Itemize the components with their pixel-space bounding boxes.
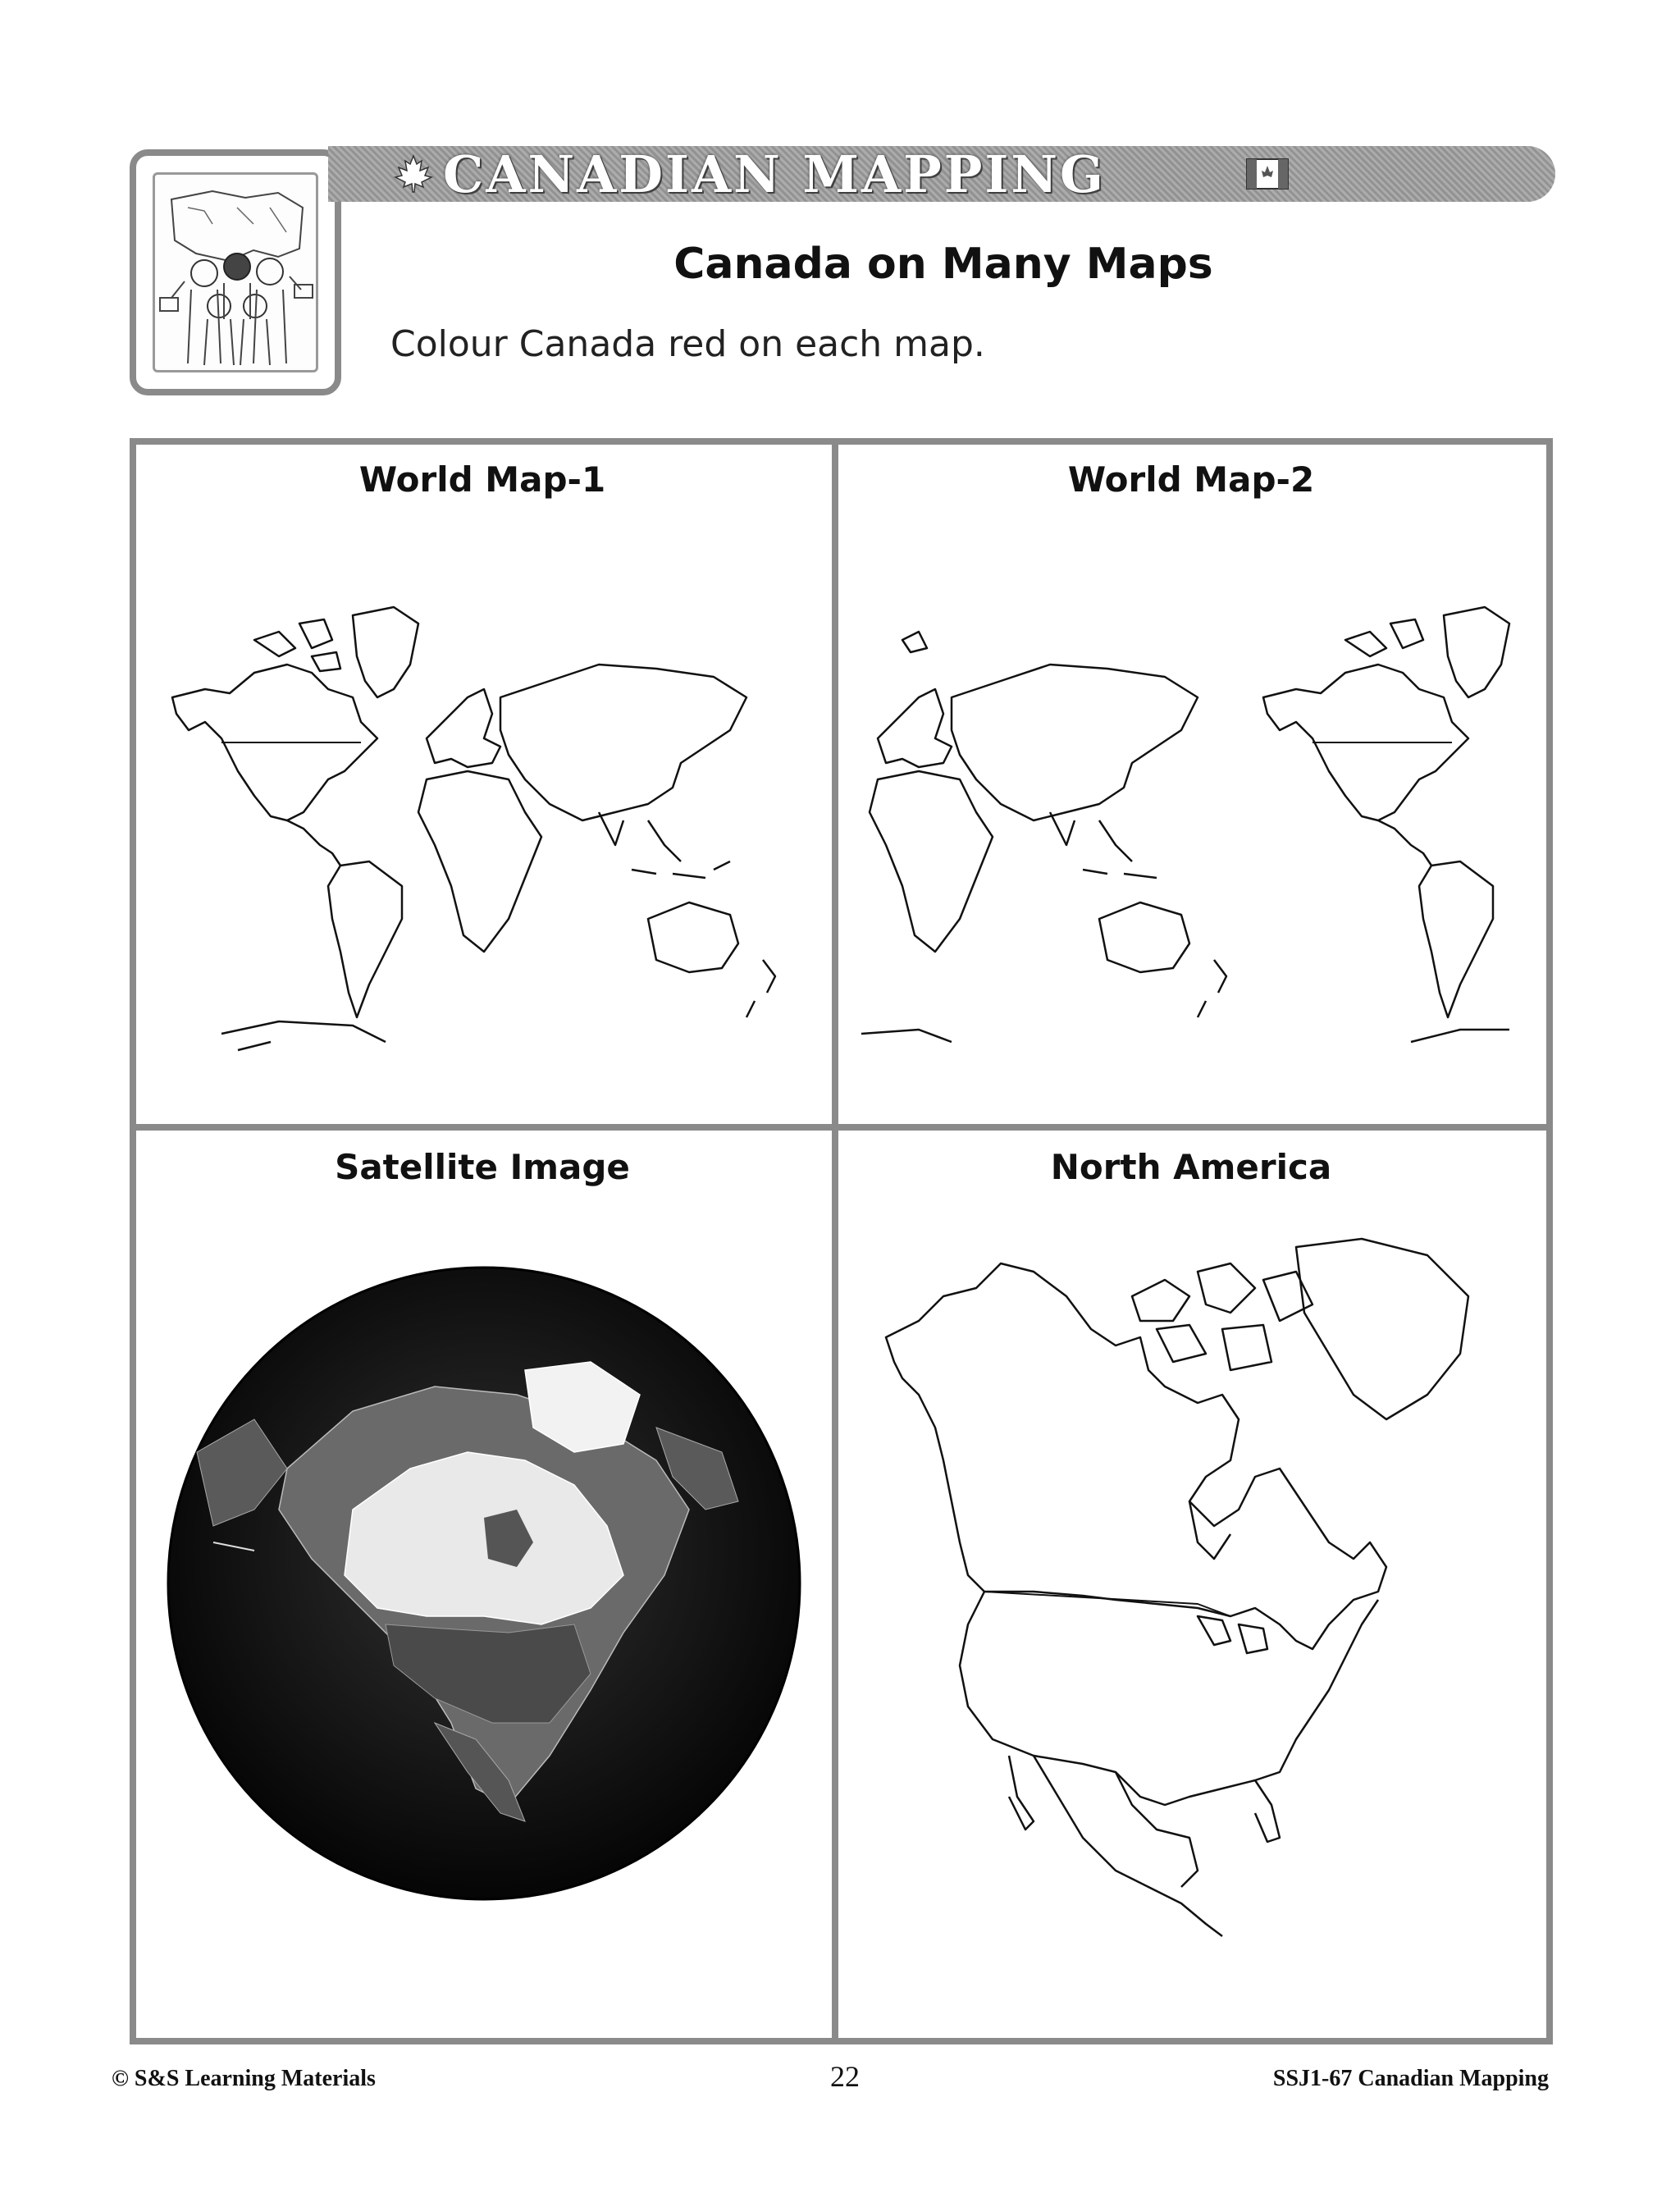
page-subtitle: Canada on Many Maps [673, 240, 1213, 289]
logo-frame [130, 149, 341, 395]
children-map-illustration [155, 175, 317, 372]
world-map-2-title: World Map-2 [1067, 459, 1315, 500]
world-map-1[interactable] [156, 574, 812, 1067]
logo-illustration [153, 172, 318, 372]
footer-copyright: © S&S Learning Materials [112, 2066, 376, 2091]
maple-leaf-icon [394, 154, 433, 194]
world-map-1-title: World Map-1 [358, 459, 606, 500]
grid-divider-horizontal [130, 1124, 1553, 1131]
satellite-image-title: Satellite Image [335, 1147, 630, 1187]
footer-series: SSJ1-67 Canadian Mapping [1272, 2066, 1549, 2091]
north-america-map[interactable] [870, 1231, 1526, 1944]
north-america-title: North America [1050, 1147, 1332, 1187]
flag-icon [1245, 156, 1290, 192]
world-map-2[interactable] [853, 574, 1526, 1067]
satellite-globe[interactable] [164, 1263, 804, 1903]
instruction-text: Colour Canada red on each map. [390, 323, 985, 365]
banner-title: CANADIAN MAPPING [443, 144, 1106, 204]
grid-divider-vertical [832, 438, 838, 2044]
page-number: 22 [830, 2060, 860, 2093]
